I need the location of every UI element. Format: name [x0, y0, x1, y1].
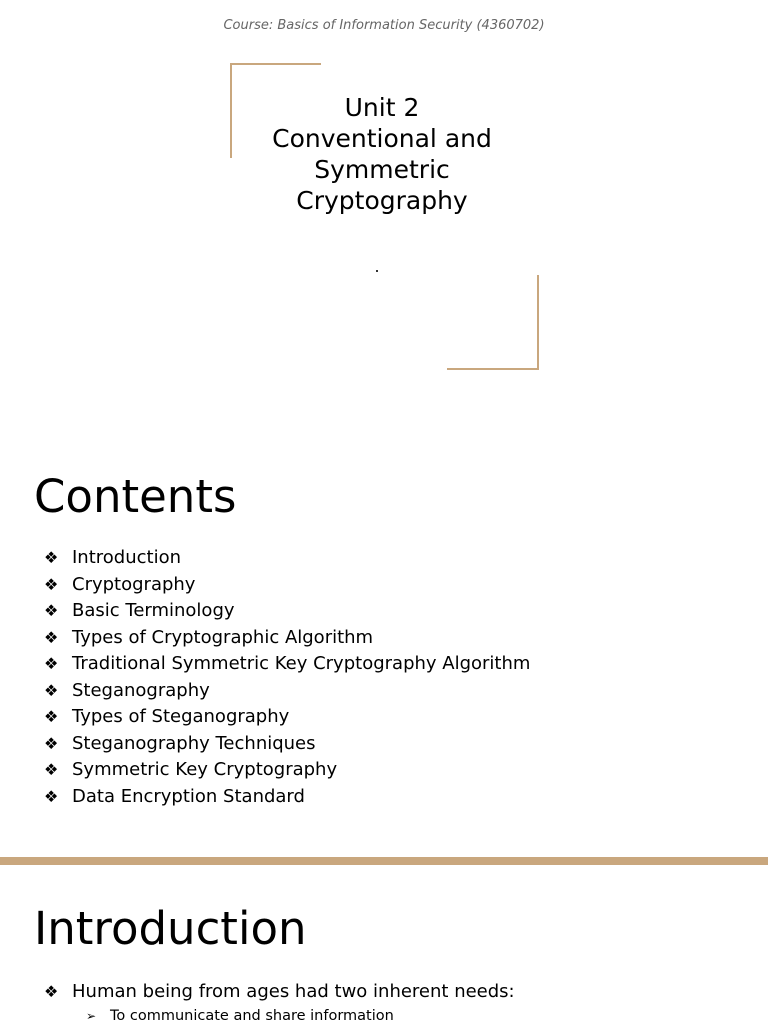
list-item-label: Traditional Symmetric Key Cryptography Algorithm	[72, 653, 531, 674]
contents-list	[44, 545, 530, 810]
diamond-bullet-icon: ❖	[44, 733, 59, 753]
list-item	[44, 757, 530, 784]
diamond-bullet-icon: ❖	[44, 601, 59, 620]
introduction-list	[44, 979, 515, 1006]
diamond-bullet-icon: ❖	[44, 786, 59, 806]
list-item	[44, 784, 530, 811]
diamond-bullet-icon: ❖	[44, 707, 59, 726]
frame-corner-top-left	[230, 63, 321, 65]
list-item-label: Types of Steganography	[72, 706, 290, 727]
list-item-label: Symmetric Key Cryptography	[72, 759, 338, 780]
list-item-label: Steganography Techniques	[72, 732, 316, 754]
list-item	[44, 545, 530, 572]
sub-list-item	[86, 1006, 394, 1026]
sub-list-item-label: To communicate and share information	[110, 1008, 394, 1024]
list-item	[44, 625, 530, 652]
arrow-bullet-icon: ➢	[86, 1009, 97, 1023]
unit-title-line: Unit 2	[344, 93, 420, 122]
list-item-label: Human being from ages had two inherent needs:	[72, 981, 515, 1002]
list-item	[44, 572, 530, 599]
list-item	[44, 979, 515, 1006]
list-item-label: Data Encryption Standard	[72, 785, 305, 807]
frame-corner-bottom-right	[447, 368, 539, 370]
list-item	[44, 731, 530, 758]
list-item	[44, 598, 530, 625]
slide-divider	[0, 857, 768, 865]
course-label: Course: Basics of Information Security (4360702)	[223, 18, 545, 33]
diamond-bullet-icon: ❖	[44, 574, 59, 594]
list-item-label: Types of Cryptographic Algorithm	[72, 626, 374, 648]
stray-dot	[376, 270, 378, 272]
diamond-bullet-icon: ❖	[44, 680, 59, 700]
diamond-bullet-icon: ❖	[44, 627, 59, 647]
list-item-label: Cryptography	[72, 573, 196, 595]
contents-heading: Contents	[34, 470, 237, 523]
diamond-bullet-icon: ❖	[44, 760, 59, 779]
diamond-bullet-icon: ❖	[44, 548, 59, 567]
unit-title	[232, 92, 532, 216]
list-item-label: Steganography	[72, 679, 210, 701]
list-item-label: Basic Terminology	[72, 600, 235, 621]
introduction-heading: Introduction	[34, 902, 307, 955]
frame-corner-bottom-right-vertical	[537, 275, 539, 370]
unit-title-line: Cryptography	[296, 186, 468, 215]
unit-title-line: Conventional and	[272, 124, 492, 153]
diamond-bullet-icon: ❖	[44, 982, 59, 1001]
list-item	[44, 651, 530, 678]
list-item	[44, 678, 530, 705]
diamond-bullet-icon: ❖	[44, 654, 59, 673]
unit-title-line: Symmetric	[314, 155, 450, 184]
list-item	[44, 704, 530, 731]
list-item-label: Introduction	[72, 547, 182, 568]
